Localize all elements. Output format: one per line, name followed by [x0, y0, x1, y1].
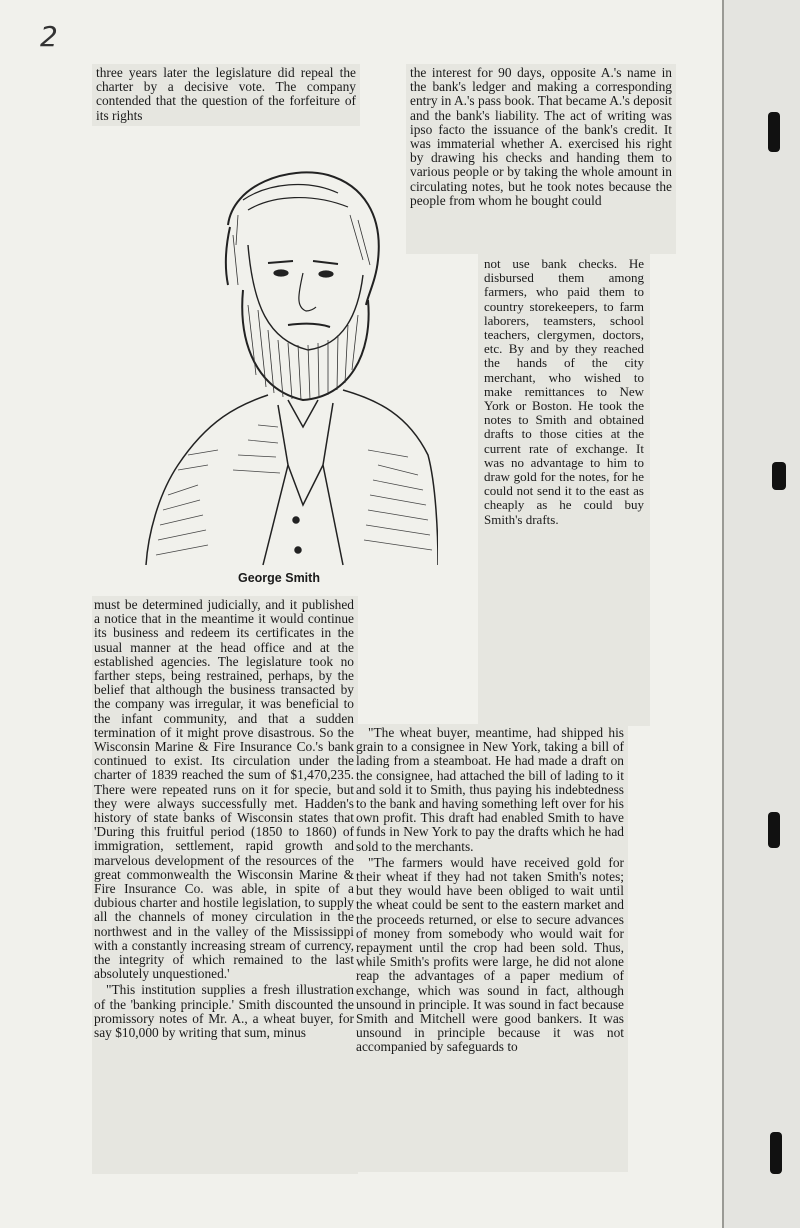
binder-mark	[770, 1132, 782, 1174]
paragraph: "The wheat buyer, meantime, had shipped his grain to a consignee in New York, taking a bill of lading from a steamboat. He had made a draft on the consignee, had attached the bill of lading to it and sold it to Smith, thus paying his indebtedness to the bank and having something left over for his own profit. This draft had enabled Smith to have funds in New York to pay the drafts which he had sold to the merchants.	[356, 725, 624, 854]
portrait-caption: George Smith	[238, 571, 320, 585]
paragraph: "This institution supplies a fresh illustration of the 'banking principle.' Smith discounted the promissory notes of Mr. A., a wheat buyer, for say $10,000 by writing that sum, minus	[94, 982, 354, 1041]
paragraph: three years later the legislature did repeal the charter by a decisive vote. The company contended that the question of the forfeiture of its rights	[96, 65, 356, 123]
binder-mark	[768, 812, 780, 848]
paragraph: must be determined judicially, and it published a notice that in the meantime it would continue its business and redeem its certificates in the usual manner at the head office and at the established agencies. The legislature took no farther steps, being restrained, perhaps, by the belief that although the business transacted by the company was irregular, it was beneficial to the infant community, and that a sudden termination of it might prove disastrous. So the Wisconsin Marine & Fire Insurance Co.'s bank continued to exist. Its circulation under the charter of 1839 reached the sum of $1,470,235. There were repeated runs on it for specie, but they were always successfully met. Hadden's history of state banks of Wisconsin states that 'During this fruitful period (1850 to 1860) of immigration, settlement, rapid growth and marvelous development of the resources of the great commonwealth the Wisconsin Marine & Fire Insurance Co. was able, in spite of a dubious charter and hostile legislation, to supply all the channels of money circulation in the northwest and in the valley of the Mississippi with a constantly increasing stream of currency, the integrity of which remained to the last absolutely unquestioned.'	[94, 597, 354, 982]
paragraph: "The farmers would have received gold for their wheat if they had not taken Smith's notes; but they would have been obliged to wait until the wheat could be sent to the eastern market and the proceeds returned, or else to secure advances of money from somebody who would wait for repayment until the crop had been sold. Thus, while Smith's profits were large, he did not alone reap the advantages of a paper medium of exchange, which was sound in fact, although unsound in principle. It was sound in fact because Smith and Mitchell were good bankers. It was unsound in principle because it was not accompanied by safeguards to	[356, 854, 624, 1055]
right-column-top	[410, 66, 672, 210]
right-column-bottom	[356, 726, 624, 1057]
binder-mark	[768, 112, 780, 152]
binder-mark	[772, 462, 786, 490]
portrait-engraving	[138, 165, 438, 570]
paragraph: the interest for 90 days, opposite A.'s name in the bank's ledger and making a corresponding entry in A.'s pass book. That became A.'s deposit and the bank's liability. The act of writing was ipso facto the issuance of the bank's credit. It was immaterial whether A. exercised his right by drawing his checks and handing them to various people or by taking the whole amount in circulating notes, but he took notes because the people from whom he bought could	[410, 65, 672, 208]
page-number: 2	[40, 20, 58, 53]
paragraph: not use bank checks. He disbursed them among farmers, who paid them to country storekeepers, to farm laborers, teamsters, school teachers, clergymen, doctors, etc. By and by they reached the hands of the city merchant, who wished to make remittances to New York or Boston. He took the notes to Smith and obtained drafts to those cities at the current rate of exchange. It was no advantage to him to draw gold for the notes, for he could not send it to the east as cheaply as he could buy Smith's drafts.	[484, 256, 644, 527]
next-page-edge	[724, 0, 800, 1228]
left-column-top	[96, 66, 356, 125]
right-column-narrow	[484, 257, 644, 529]
left-column-bottom	[94, 598, 354, 1042]
